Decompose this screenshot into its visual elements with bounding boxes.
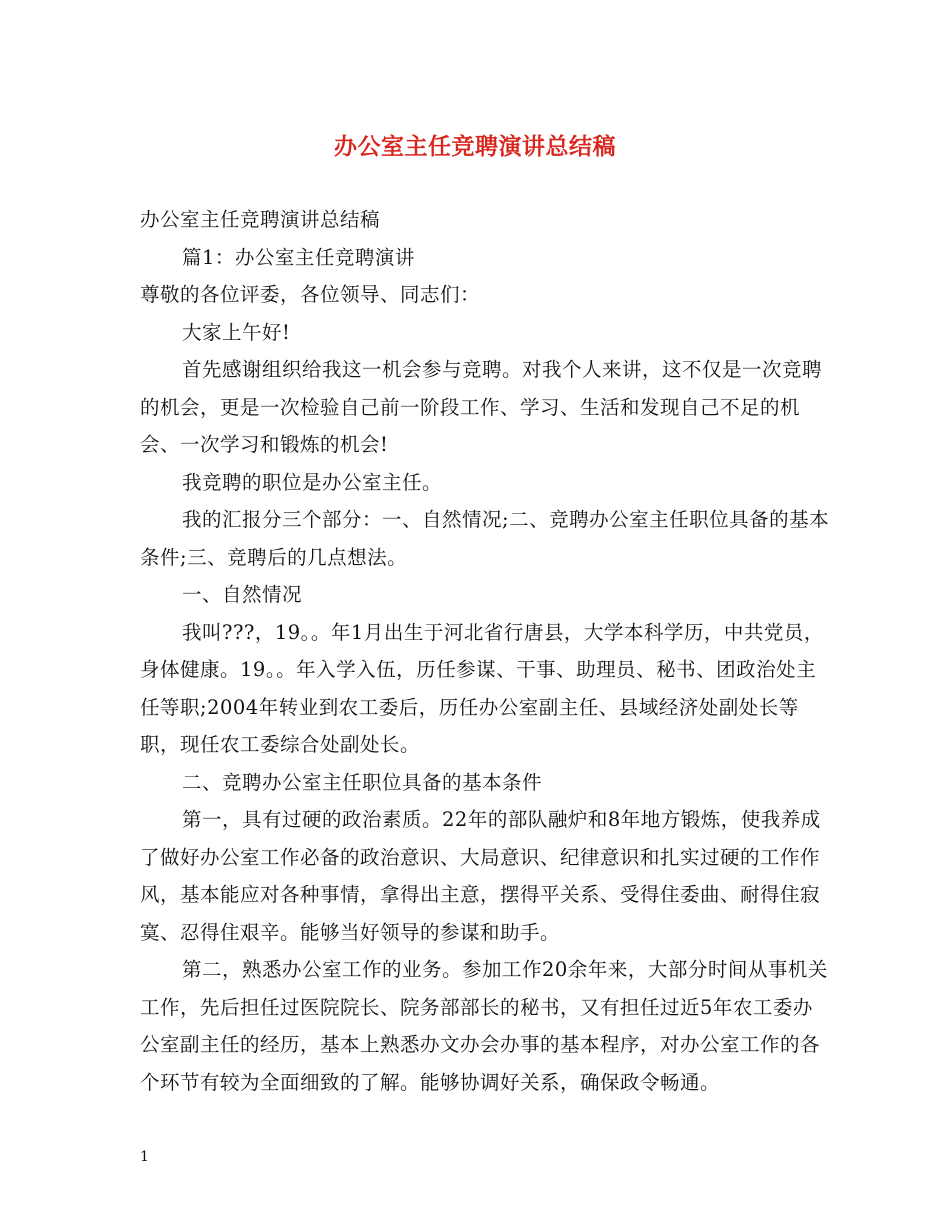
paragraph-section-label: 篇1：办公室主任竞聘演讲 — [182, 245, 415, 269]
paragraph-natural-situation: 我叫???，19。。年1月出生于河北省行唐县，大学本科学历，中共党员，身体健康。19。。年入学入伍，历任参谋、干事、助理员、秘书、团政治处主任等职;2004年转业到农工委后，历任办公室副主任、县域经济处副处长等职，现任农工委综合处副处长。 — [140, 620, 824, 756]
document-body — [140, 201, 832, 1101]
paragraph-salutation: 尊敬的各位评委，各位领导、同志们： — [140, 283, 481, 306]
paragraph-section-two-heading: 二、竞聘办公室主任职位具备的基本条件 — [182, 770, 543, 794]
paragraph-position: 我竞聘的职位是办公室主任。 — [182, 470, 443, 494]
paragraph-report-outline: 我的汇报分三个部分：一、自然情况;二、竞聘办公室主任职位具备的基本条件;三、竞聘后的几点想法。 — [140, 508, 830, 569]
paragraph-thanks: 首先感谢组织给我这一机会参与竞聘。对我个人来讲，这不仅是一次竞聘的机会，更是一次检验自己前一阶段工作、学习、生活和发现自己不足的机会、一次学习和锻炼的机会! — [140, 358, 823, 456]
paragraph-greeting: 大家上午好! — [182, 320, 291, 344]
paragraph-office-business: 第二，熟悉办公室工作的业务。参加工作20余年来，大部分时间从事机关工作，先后担任过医院院长、院务部部长的秘书，又有担任过近5年农工委办公室副主任的经历，基本上熟悉办文办会办事的基本程序，对办公室工作的各个环节有较为全面细致的了解。能够协调好关系，确保政令畅通。 — [140, 958, 828, 1094]
paragraph-political-quality: 第一，具有过硬的政治素质。22年的部队融炉和8年地方锻炼，使我养成了做好办公室工作必备的政治意识、大局意识、纪律意识和扎实过硬的工作作风，基本能应对各种事情，拿得出主意，摆得平关系、受得住委曲、耐得住寂寞、忍得住艰辛。能够当好领导的参谋和助手。 — [140, 808, 821, 944]
document-title: 办公室主任竞聘演讲总结稿 — [334, 133, 616, 160]
paragraph-heading-repeat: 办公室主任竞聘演讲总结稿 — [140, 208, 381, 231]
paragraph-section-one-heading: 一、自然情况 — [182, 583, 303, 606]
page-number: 1 — [140, 1149, 149, 1165]
